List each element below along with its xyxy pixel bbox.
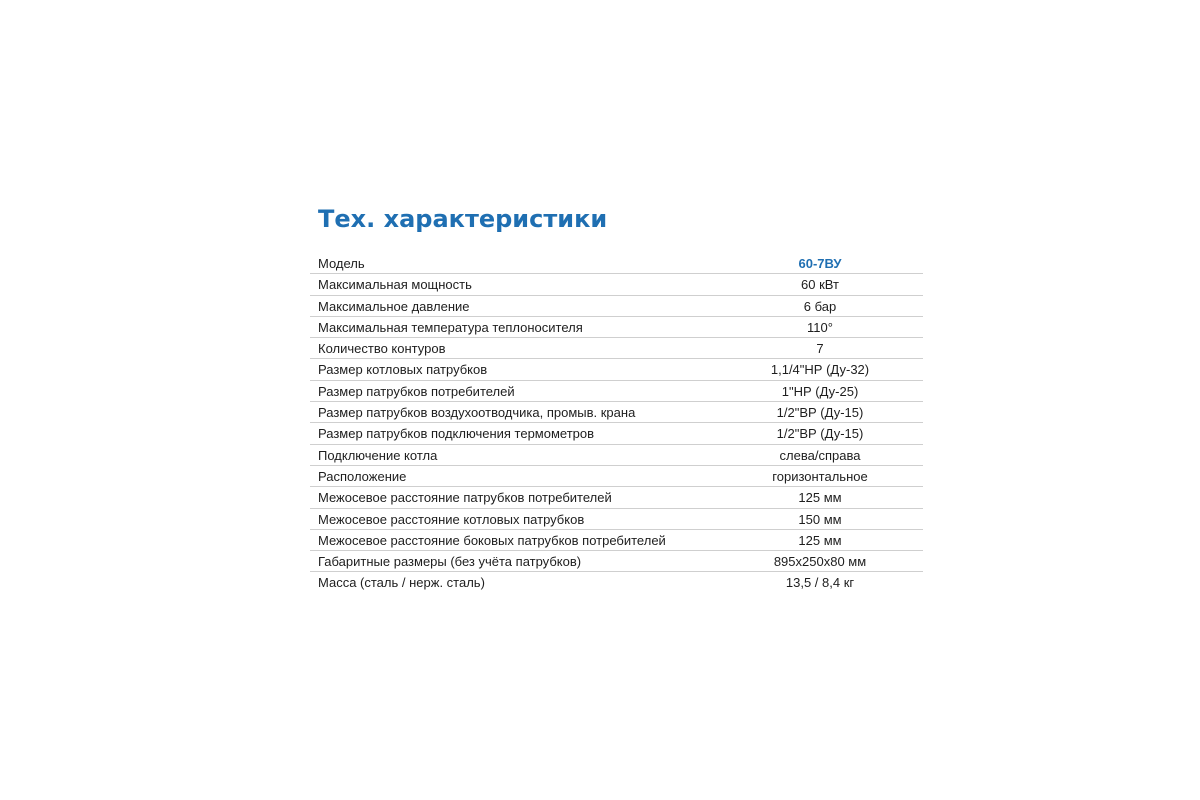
table-row (310, 381, 923, 402)
table-row (310, 338, 923, 359)
parameter-label: Размер котловых патрубков (318, 362, 488, 378)
parameter-value: 60-7ВУ (798, 256, 842, 271)
table-row (310, 402, 923, 423)
parameter-value: 1"НР (Ду-25) (781, 383, 859, 399)
parameter-value: 6 бар (803, 298, 837, 314)
parameter-label: Габаритные размеры (без учёта патрубков) (318, 554, 582, 570)
parameter-value: 110° (807, 319, 833, 335)
parameter-value: 60 кВт (801, 277, 839, 293)
parameter-label: Размер патрубков потребителей (318, 383, 515, 399)
parameter-value: 1/2"ВР (Ду-15) (776, 405, 864, 421)
parameter-value: 1/2"ВР (Ду-15) (776, 426, 864, 442)
table-row (310, 551, 923, 572)
table-row (310, 445, 923, 466)
parameter-value: слева/справа (779, 447, 861, 463)
parameter-label: Максимальная мощность (318, 277, 472, 293)
table-row (310, 359, 923, 380)
table-row (310, 487, 923, 508)
parameter-value: 125 мм (798, 490, 842, 506)
page-title: Тех. характеристики (318, 205, 608, 233)
table-row (310, 530, 923, 551)
table-row (310, 274, 923, 295)
parameter-label: Межосевое расстояние патрубков потребителей (318, 490, 612, 506)
parameter-value: 895х250х80 мм (773, 554, 867, 570)
parameter-label: Расположение (318, 468, 407, 484)
parameter-label: Количество контуров (318, 341, 446, 357)
table-row (310, 253, 923, 274)
parameter-label: Масса (сталь / нерж. сталь) (318, 575, 485, 591)
table-row (310, 466, 923, 487)
table-row (310, 572, 923, 593)
specifications-table (310, 253, 923, 594)
table-row (310, 296, 923, 317)
parameter-label: Размер патрубков подключения термометров (318, 426, 595, 442)
parameter-label: Размер патрубков воздухоотводчика, промыв. крана (318, 405, 636, 421)
parameter-label: Межосевое расстояние боковых патрубков потребителей (318, 532, 666, 548)
parameter-label: Максимальная температура теплоносителя (318, 319, 583, 335)
parameter-value: 1,1/4"НР (Ду-32) (770, 362, 870, 378)
parameter-label: Межосевое расстояние котловых патрубков (318, 511, 585, 527)
parameter-value: горизонтальное (772, 468, 868, 484)
parameter-value: 7 (816, 341, 824, 357)
table-row (310, 509, 923, 530)
table-row (310, 423, 923, 444)
parameter-value: 150 мм (798, 511, 842, 527)
parameter-label: Подключение котла (318, 447, 438, 463)
parameter-label: Модель (318, 256, 365, 271)
parameter-value: 13,5 / 8,4 кг (785, 575, 855, 591)
table-row (310, 317, 923, 338)
parameter-label: Максимальное давление (318, 298, 470, 314)
parameter-value: 125 мм (798, 532, 842, 548)
